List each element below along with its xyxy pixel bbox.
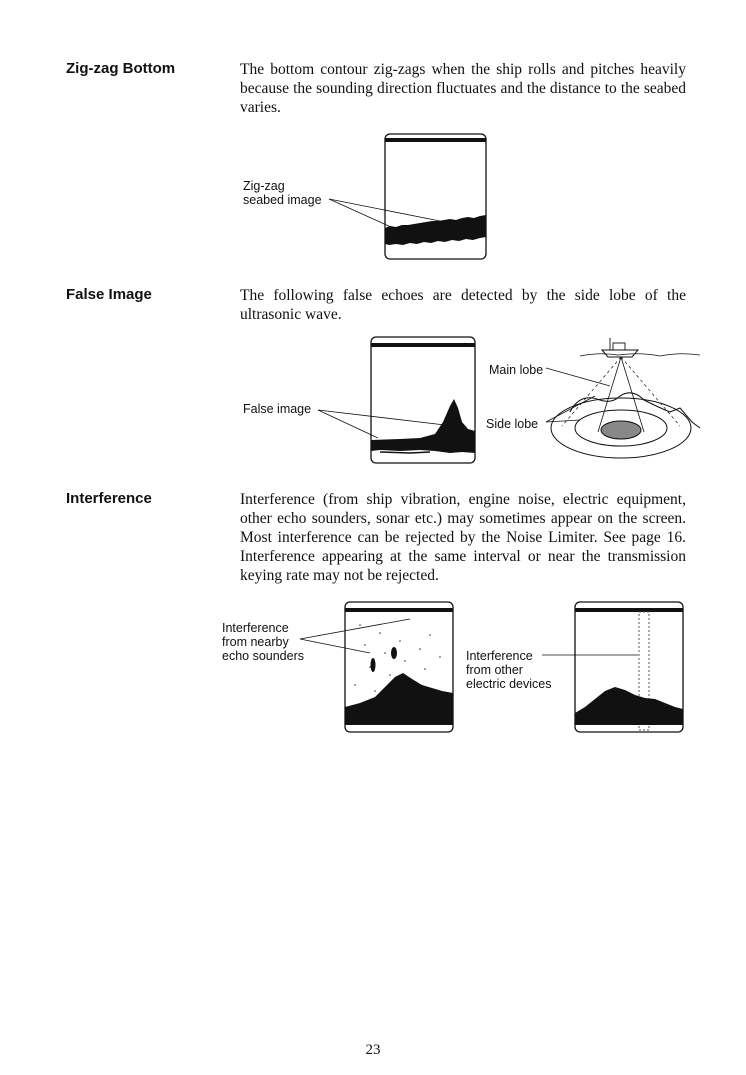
label-false-image: False image bbox=[243, 402, 312, 416]
seabed-echo bbox=[345, 673, 453, 725]
leader-line bbox=[546, 420, 580, 422]
label-interference-electric-1: Interference bbox=[466, 649, 533, 663]
section-heading-false-image: False Image bbox=[66, 286, 152, 303]
leader-line bbox=[546, 368, 610, 386]
bottom-and-false-echo bbox=[371, 399, 475, 453]
fish-echo bbox=[391, 647, 397, 659]
label-zigzag: Zig-zag bbox=[243, 179, 285, 193]
zigzag-seabed-echo bbox=[385, 215, 486, 245]
section-text-interference: Interference (from ship vibration, engine noise, electric equipment, other echo sounders, sonar etc.) may sometimes appear on the screen. Most interference can be rejected by the Noise Limiter. See page 16. Interference appearing at the same interval or near the transmission keying rate may not be rejected. bbox=[240, 491, 686, 584]
zero-line bbox=[385, 138, 486, 142]
side-lobe-edge bbox=[562, 357, 621, 426]
label-main-lobe: Main lobe bbox=[489, 363, 544, 377]
main-lobe-footprint bbox=[601, 421, 641, 439]
zero-line bbox=[575, 608, 683, 612]
leader-line bbox=[300, 639, 370, 653]
bottom-trace bbox=[380, 452, 430, 453]
sea-surface bbox=[580, 354, 700, 356]
seabed-echo bbox=[575, 687, 683, 725]
page-number: 23 bbox=[365, 1042, 381, 1058]
false-image-figure bbox=[240, 330, 710, 470]
label-interference-electric-3: electric devices bbox=[466, 677, 552, 691]
label-interference-nearby-2: from nearby bbox=[222, 635, 289, 649]
leader-line bbox=[546, 396, 595, 422]
side-lobe-edge bbox=[621, 357, 680, 426]
leader-line bbox=[329, 199, 402, 232]
label-seabed-image: seabed image bbox=[243, 193, 322, 207]
interference-figure bbox=[220, 595, 690, 740]
section-heading-interference: Interference bbox=[66, 490, 152, 507]
section-text-zigzag-bottom: The bottom contour zig-zags when the ship rolls and pitches heavily because the sounding direction fluctuates and the distance to the seabed varies. bbox=[240, 61, 686, 116]
zero-line bbox=[345, 608, 453, 612]
label-interference-electric-2: from other bbox=[466, 663, 523, 677]
fish-echo bbox=[371, 658, 376, 672]
label-interference-nearby-1: Interference bbox=[222, 621, 289, 635]
section-heading-zigzag-bottom: Zig-zag Bottom bbox=[66, 60, 176, 77]
label-interference-nearby-3: echo sounders bbox=[222, 649, 305, 663]
leader-line bbox=[300, 619, 410, 639]
leader-line bbox=[329, 199, 450, 223]
seabed-contour bbox=[670, 408, 700, 428]
label-side-lobe: Side lobe bbox=[486, 417, 539, 431]
section-text-false-image: The following false echoes are detected by the side lobe of the ultrasonic wave. bbox=[240, 287, 686, 323]
leader-line bbox=[318, 410, 378, 438]
ship-cabin bbox=[613, 343, 625, 350]
leader-line bbox=[318, 410, 445, 425]
zero-line bbox=[371, 343, 475, 347]
